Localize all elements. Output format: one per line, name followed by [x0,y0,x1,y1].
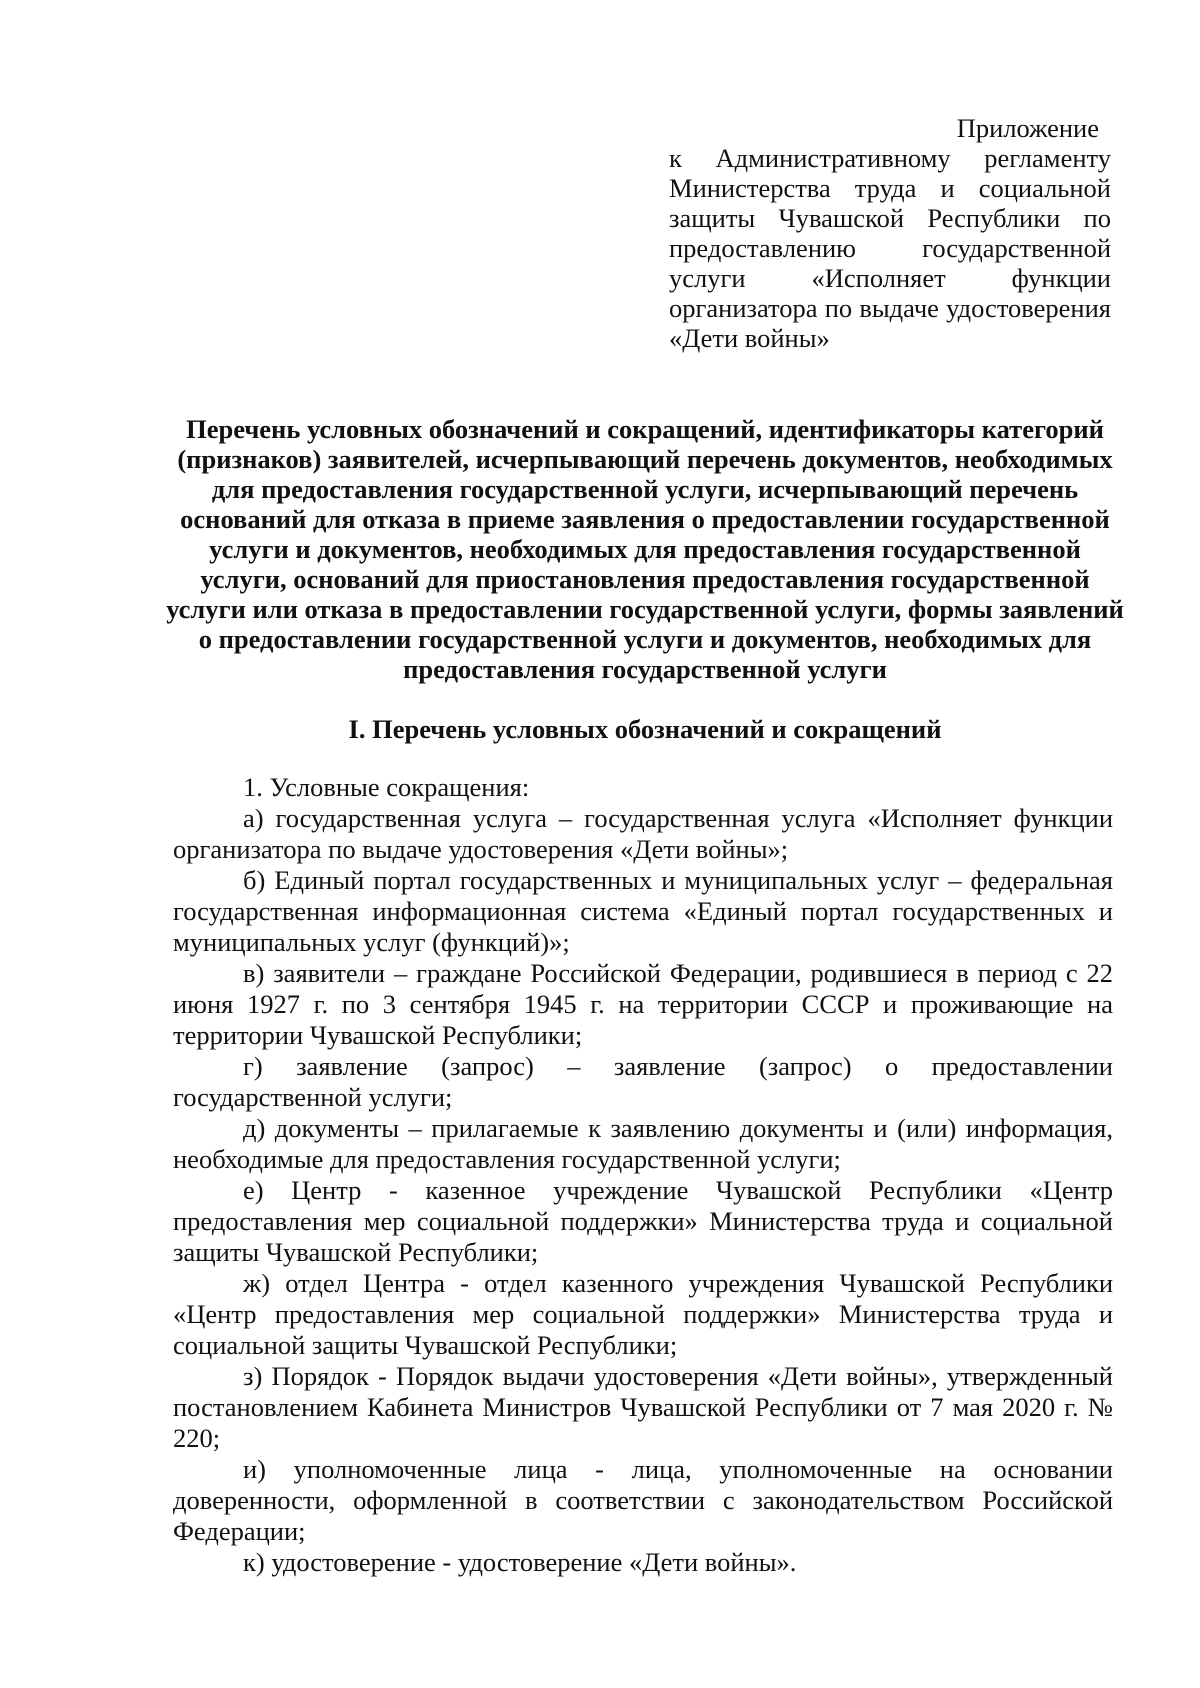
list-item-z: з) Порядок - Порядок выдачи удостоверения «Дети войны», утвержденный постановлением Кабинета Министров Чувашской Республики от 7 мая 2020 г. № 220; [173,1361,1113,1453]
appendix-block [669,113,1111,353]
list-item-zh: ж) отдел Центра - отдел казенного учреждения Чувашской Республики «Центр предоставления мер социальной поддержки» Министерства труда и социальной защиты Чувашской Республики; [173,1268,1113,1360]
section-body [173,772,1113,1578]
appendix-text: к Административному регламенту Министерства труда и социальной защиты Чувашской Республики по предоставлению государственной услуги «Исполняет функции организатора по выдаче удостоверения «Дети войны» [669,143,1111,353]
list-item-k: к) удостоверение - удостоверение «Дети войны». [243,1547,797,1577]
appendix-title: Приложение [956,113,1099,143]
list-item-a: а) государственная услуга – государственная услуга «Исполняет функции организатора по выдаче удостоверения «Дети войны»; [173,803,1113,864]
section-heading: I. Перечень условных обозначений и сокращений [348,714,942,744]
list-item-d: д) документы – прилагаемые к заявлению документы и (или) информация, необходимые для предоставления государственной услуги; [173,1113,1113,1174]
document-title: Перечень условных обозначений и сокращений, идентификаторы категорий (признаков) заявителей, исчерпывающий перечень документов, необходимых для предоставления государственной услуги, исчерпывающий перечень оснований для отказа в приеме заявления о предоставлении государственной услуги и документов, необходимых для предоставления государственной услуги, оснований для приостановления предоставления государственной услуги или отказа в предоставлении государственной услуги, формы заявлений о предоставлении государственной услуги и документов, необходимых для предоставления государственной услуги [166,414,1124,684]
list-item-intro: 1. Условные сокращения: [243,772,530,802]
list-item-b: б) Единый портал государственных и муниципальных услуг – федеральная государственная информационная система «Единый портал государственных и муниципальных услуг (функций)»; [173,865,1113,957]
list-item-v: в) заявители – граждане Российской Федерации, родившиеся в период с 22 июня 1927 г. по 3 сентября 1945 г. на территории СССР и проживающие на территории Чувашской Республики; [173,958,1113,1050]
list-item-e: е) Центр - казенное учреждение Чувашской Республики «Центр предоставления мер социальной поддержки» Министерства труда и социальной защиты Чувашской Республики; [173,1175,1113,1267]
list-item-i: и) уполномоченные лица - лица, уполномоченные на основании доверенности, оформленной в соответствии с законодательством Российской Федерации; [173,1454,1113,1546]
list-item-g: г) заявление (запрос) – заявление (запрос) о предоставлении государственной услуги; [173,1051,1113,1112]
